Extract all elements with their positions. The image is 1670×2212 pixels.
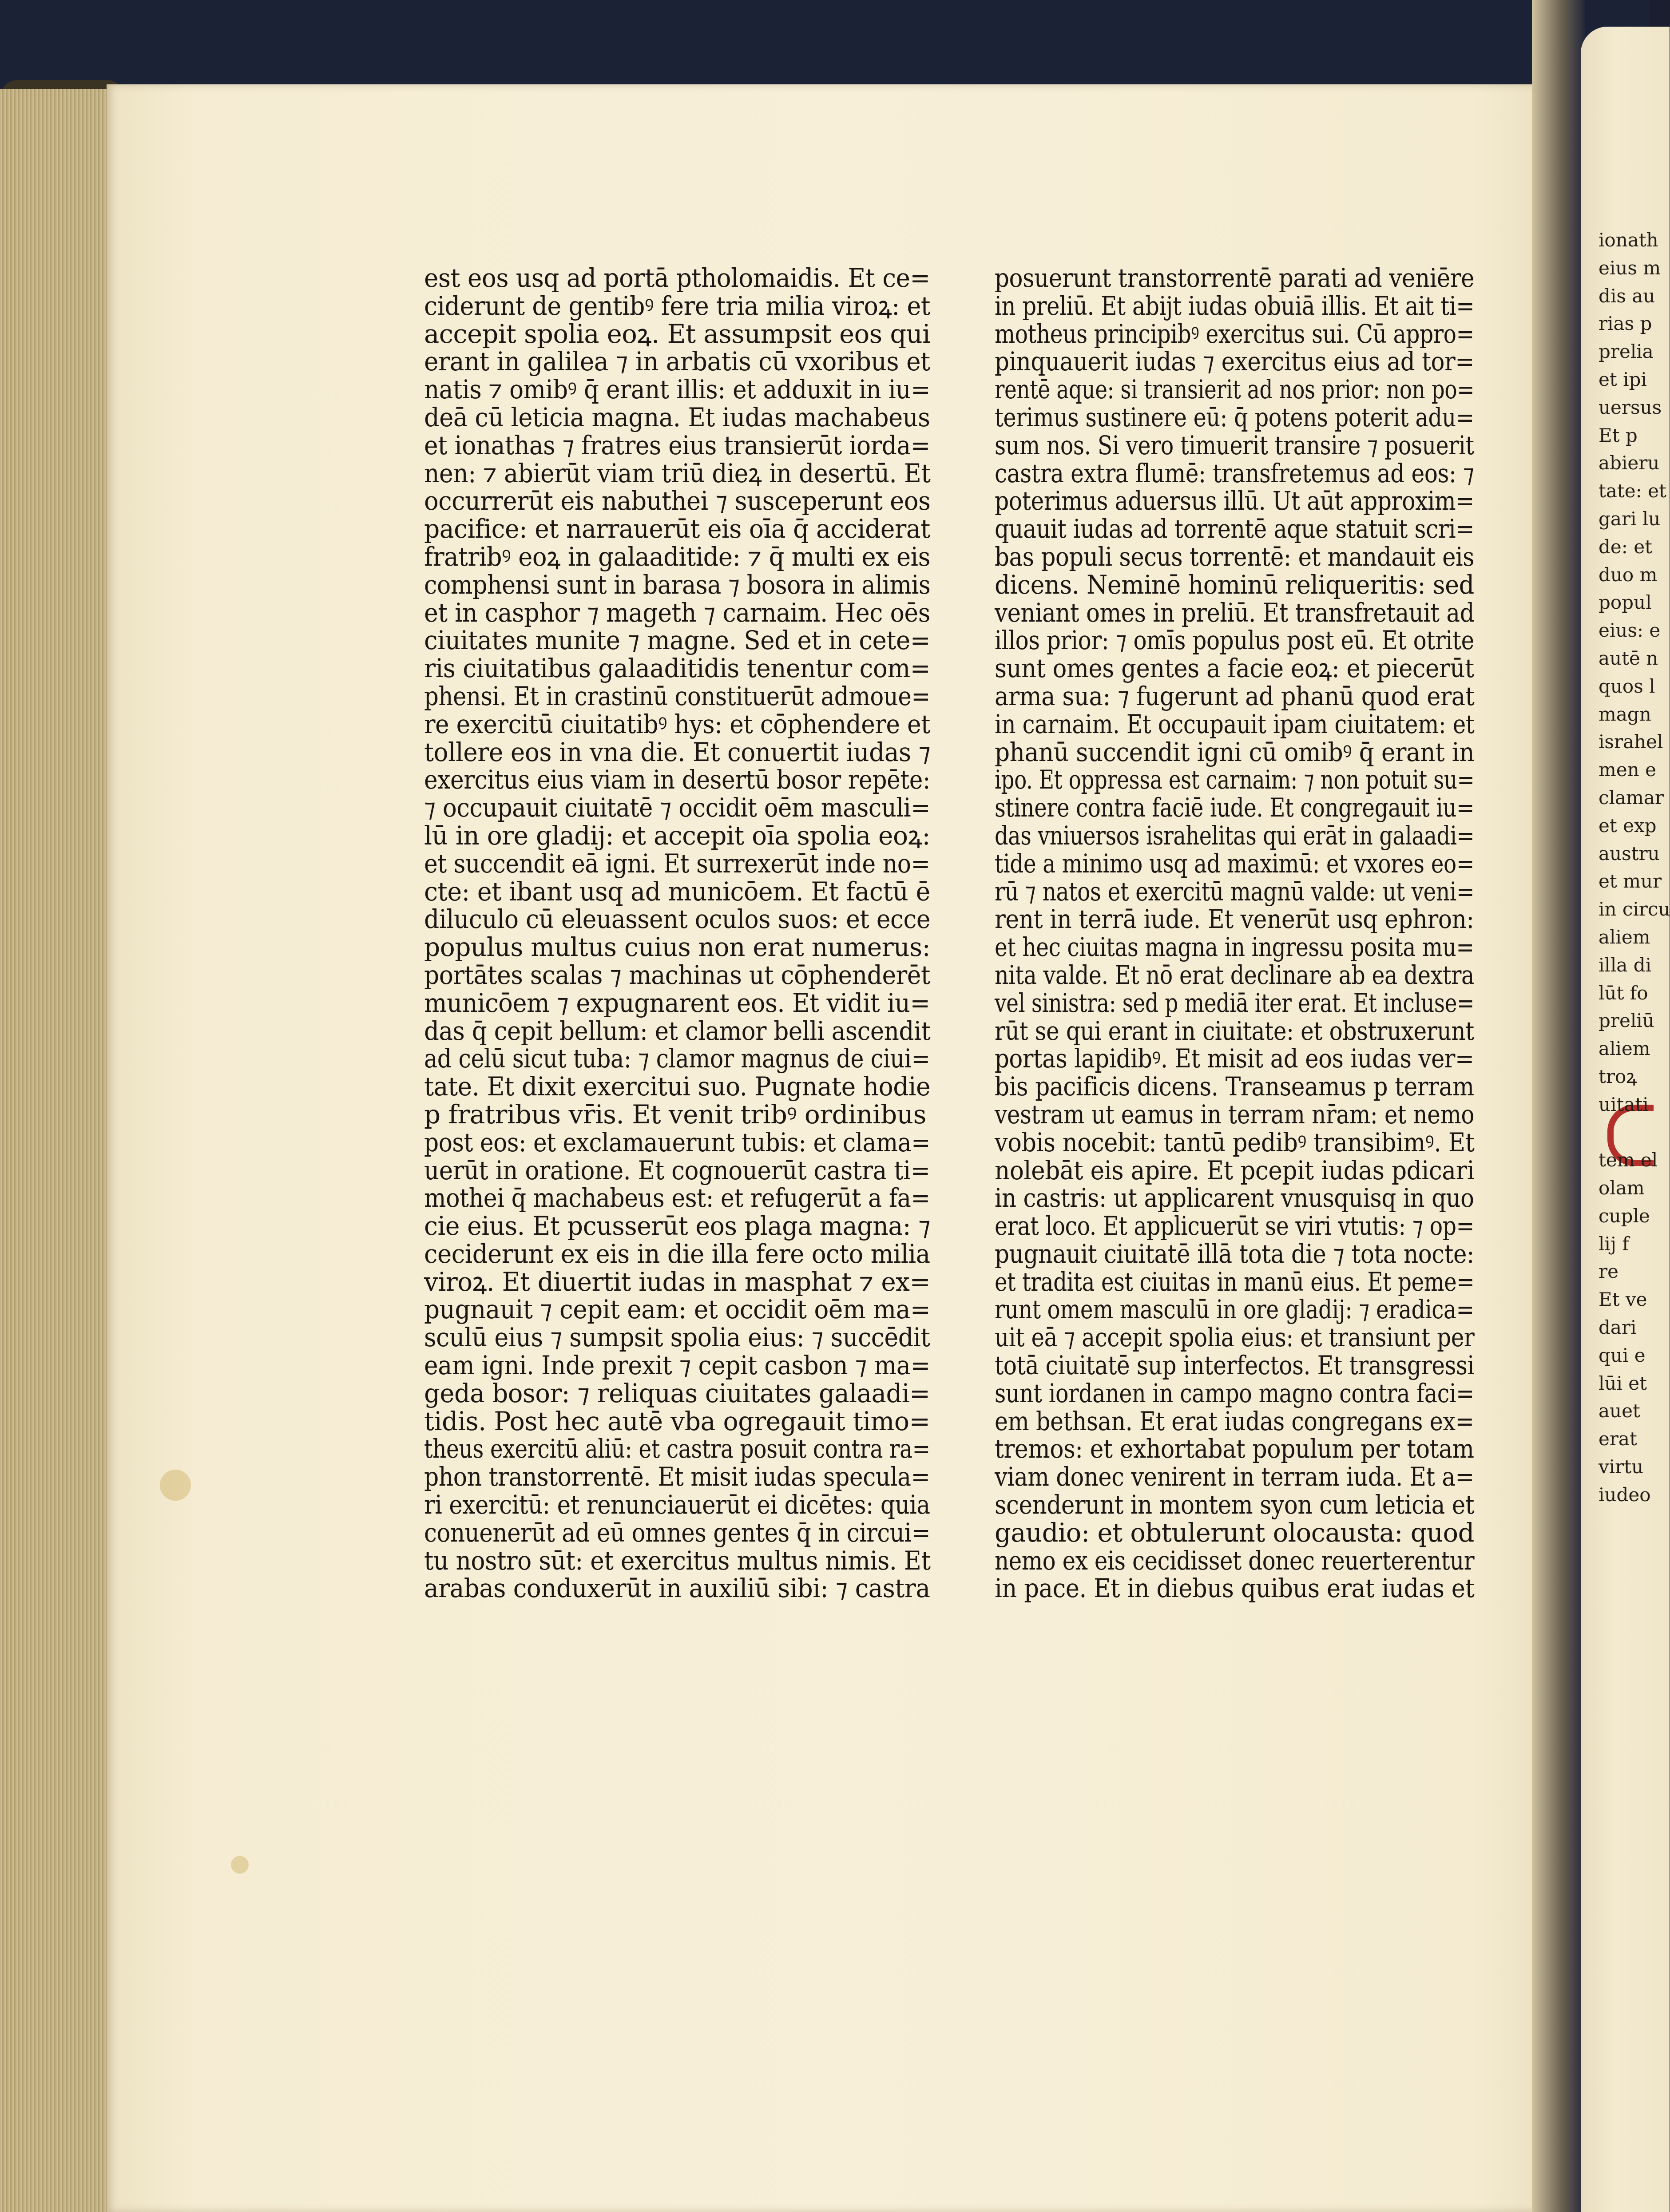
text-line: phanū succendit igni cū omibꝰ q̄ erant in <box>995 737 1475 767</box>
text-line: et succendit eā igni. Et surrexerūt inde no= <box>424 848 930 879</box>
text-line: ad celū sicut tuba: ⁊ clamor magnus de ciui= <box>424 1043 930 1074</box>
text-line: sunt omes gentes a facie eoꝝ: et piecerūt <box>995 653 1474 684</box>
margin-text-line: tem el <box>1599 1149 1658 1171</box>
text-line: post eos: et exclamauerunt tubis: et clama= <box>424 1127 931 1158</box>
text-line: stinere contra faciē iude. Et congregauit iu= <box>995 793 1475 823</box>
margin-text-line: uersus <box>1599 396 1662 418</box>
text-line: posuerunt transtorrentē parati ad veniēre <box>995 263 1475 293</box>
text-line: lū in ore gladij: et accepit oīa spolia eoꝝ: <box>424 820 931 851</box>
text-line: occurrerūt eis nabuthei ⁊ susceperunt eos <box>424 486 931 516</box>
text-line: fratribꝰ eoꝝ in galaaditide: ⁊ q̄ multi ex eis <box>424 541 930 572</box>
margin-text-line: auet <box>1599 1400 1640 1422</box>
margin-text-line: austru <box>1599 842 1660 864</box>
text-line: ciuitates munite ⁊ magne. Sed et in cete= <box>424 625 931 656</box>
margin-text-line: eius m <box>1599 257 1661 279</box>
page-edges <box>0 89 117 2212</box>
text-line: erant in galilea ⁊ in arbatis cū vxoribus et <box>424 346 930 377</box>
margin-text-line: dari <box>1599 1316 1637 1339</box>
margin-text-line: prelia <box>1599 341 1654 363</box>
text-line: motheus principibꝰ exercitus sui. Cū appro= <box>995 318 1474 349</box>
text-line: em bethsan. Et erat iudas congregans ex= <box>995 1406 1474 1436</box>
foxing-stain <box>160 1470 191 1501</box>
text-line: erat loco. Et applicuerūt se viri vtutis: ⁊ op= <box>995 1211 1475 1241</box>
text-line: phensi. Et in crastinū constituerūt admoue= <box>424 681 930 711</box>
text-line: illos prior: ⁊ omīs populus post eū. Et otrite <box>995 625 1474 656</box>
text-line: runt omem masculū in ore gladij: ⁊ eradica= <box>995 1294 1474 1325</box>
text-line: pugnauit ⁊ cepit eam: et occidit oēm ma= <box>424 1294 931 1325</box>
text-line: p fratribus vr̄is. Et venit tribꝰ ordinibus <box>424 1099 926 1130</box>
text-line: tide a minimo usq ad maximū: et vxores eo= <box>995 848 1475 879</box>
text-line: nita valde. Et nō erat declinare ab ea dextra <box>995 959 1474 990</box>
text-line: totā ciuitatē sup interfectos. Et transgressi <box>995 1350 1475 1381</box>
margin-text-line: iudeo <box>1599 1483 1651 1506</box>
text-line: et ionathas ⁊ fratres eius transierūt iorda= <box>424 430 930 460</box>
margin-text-line: Et p <box>1599 424 1638 446</box>
margin-text-line <box>1599 1119 1650 1147</box>
text-line: rent in terrā iude. Et venerūt usq ephron: <box>995 904 1474 935</box>
text-line: theus exercitū aliū: et castra posuit contra ra= <box>424 1434 930 1464</box>
text-line: veniant omes in preliū. Et transfretauit ad <box>995 597 1475 628</box>
text-line: tate. Et dixit exercitui suo. Pugnate hodie <box>424 1071 931 1102</box>
margin-text-line: uitati <box>1599 1093 1649 1115</box>
text-line: re exercitū ciuitatibꝰ hys: et cōphendere et <box>424 709 931 739</box>
margin-text-line: re <box>1599 1261 1618 1283</box>
text-line: in pace. Et in diebus quibus erat iudas et <box>995 1573 1475 1604</box>
text-line: sum nos. Si vero timuerit transire ⁊ posuerit <box>995 430 1474 460</box>
text-line: portātes scalas ⁊ machinas ut cōphenderēt <box>424 959 930 990</box>
text-line: uit eā ⁊ accepit spolia eius: et transiunt per <box>995 1322 1475 1353</box>
text-line: dicens. Neminē hominū reliqueritis: sed <box>995 569 1474 600</box>
text-line: arma sua: ⁊ fugerunt ad phanū quod erat <box>995 681 1475 711</box>
text-line: in castris: ut applicarent vnusquisq in quo <box>995 1183 1474 1213</box>
text-line: uerūt in oratione. Et cognouerūt castra ti= <box>424 1155 930 1185</box>
text-line: geda bosor: ⁊ reliquas ciuitates galaadi= <box>424 1378 930 1408</box>
text-line: diluculo cū eleuassent oculos suos: et ecce <box>424 904 931 935</box>
margin-text-line: dis au <box>1599 285 1655 307</box>
margin-text-line: lūi et <box>1599 1372 1647 1394</box>
text-line: eam igni. Inde prexit ⁊ cepit casbon ⁊ ma= <box>424 1350 930 1381</box>
text-line: poterimus aduersus illū. Ut aūt approxim= <box>995 486 1474 516</box>
margin-text-line: virtu <box>1599 1456 1644 1478</box>
text-line: scenderunt in montem syon cum leticia et <box>995 1490 1475 1520</box>
text-line: viroꝝ. Et diuertit iudas in masphat ⁊ ex= <box>424 1266 931 1297</box>
text-line: cie eius. Et pcusserūt eos plaga magna: ⁊ <box>424 1211 931 1241</box>
text-line: vel sinistra: sed p mediā iter erat. Et incluse= <box>995 987 1475 1018</box>
margin-text-line: clamar <box>1599 786 1664 809</box>
text-line: tu nostro sūt: et exercitus multus nimis. Et <box>424 1545 931 1576</box>
text-line: tidis. Post hec autē vba ogregauit timo= <box>424 1406 930 1436</box>
text-line: arabas conduxerūt in auxiliū sibi: ⁊ castra <box>424 1573 930 1604</box>
text-line: et tradita est ciuitas in manū eius. Et peme= <box>995 1266 1475 1297</box>
text-line: portas lapidibꝰ. Et misit ad eos iudas ver= <box>995 1043 1474 1074</box>
text-line: pinquauerit iudas ⁊ exercitus eius ad tor= <box>995 346 1474 377</box>
text-line: populus multus cuius non erat numerus: <box>424 932 931 963</box>
text-column-right <box>995 264 1474 1602</box>
text-line: rentē aque: si transierit ad nos prior: non po= <box>995 374 1475 405</box>
text-line: natis ⁊ omibꝰ q̄ erant illis: et adduxit in iu= <box>424 374 931 405</box>
text-line: ciderunt de gentibꝰ fere tria milia viroꝝ: et <box>424 290 931 321</box>
text-line: deā cū leticia magna. Et iudas machabeus <box>424 402 930 432</box>
text-line: bis pacificis dicens. Transeamus p terram <box>995 1071 1474 1102</box>
margin-text-line: preliū <box>1599 1010 1654 1032</box>
text-line: in carnaim. Et occupauit ipam ciuitatem: et <box>995 709 1475 739</box>
margin-text-line: illa di <box>1599 954 1652 976</box>
margin-text-line: Et ve <box>1599 1288 1647 1311</box>
text-line: tremos: et exhortabat populum per totam <box>995 1434 1474 1464</box>
text-line: castra extra flumē: transfretemus ad eos: ⁊ <box>995 458 1474 488</box>
text-line: nen: ⁊ abierūt viam triū dieꝝ in desertū. Et <box>424 458 931 488</box>
text-line: pugnauit ciuitatē illā tota die ⁊ tota nocte: <box>995 1238 1474 1269</box>
margin-text-line: abieru <box>1599 452 1660 474</box>
text-line: ceciderunt ex eis in die illa fere octo milia <box>424 1238 930 1269</box>
text-line: exercitus eius viam in desertū bosor repēte: <box>424 765 931 795</box>
margin-text-line: et mur <box>1599 870 1662 892</box>
text-line: vobis nocebit: tantū pedibꝰ transibimꝰ. Et <box>995 1127 1475 1158</box>
text-line: est eos usq ad portā ptholomaidis. Et ce= <box>424 263 930 293</box>
book-gutter <box>1532 0 1585 2212</box>
text-line: gaudio: et obtulerunt olocausta: quod <box>995 1517 1474 1548</box>
margin-text-line: cuple <box>1599 1205 1650 1227</box>
margin-text-line: israhel <box>1599 731 1663 753</box>
text-line: et in casphor ⁊ mageth ⁊ carnaim. Hec oēs <box>424 597 930 628</box>
margin-text-line: eius: e <box>1599 619 1661 642</box>
text-line: accepit spolia eoꝝ. Et assumpsit eos qui <box>424 318 931 349</box>
margin-text-line: et ipi <box>1599 368 1647 390</box>
margin-text-line: in circu <box>1599 898 1670 920</box>
text-line: vestram ut eamus in terram nr̄am: et nemo <box>995 1099 1475 1130</box>
foxing-stain <box>231 1856 249 1874</box>
margin-text-line: duo m <box>1599 563 1658 586</box>
margin-text-line: lūt fo <box>1599 982 1648 1004</box>
text-line: ipo. Et oppressa est carnaim: ⁊ non potuit su= <box>995 765 1475 795</box>
margin-text-line: popul <box>1599 591 1652 614</box>
margin-text-line: autē n <box>1599 647 1658 669</box>
text-line: terimus sustinere eū: q̄ potens poterit adu= <box>995 402 1474 432</box>
text-line: das vniuersos israhelitas qui erāt in galaadi= <box>995 820 1475 851</box>
text-line: rūt se qui erant in ciuitate: et obstruxerunt <box>995 1015 1474 1046</box>
margin-text-line: erat <box>1599 1428 1637 1450</box>
text-line: nolebāt eis apire. Et pcepit iudas pdicari <box>995 1155 1475 1185</box>
margin-text-line: rias p <box>1599 313 1652 335</box>
facing-page-text <box>1599 226 1670 1509</box>
text-line: in preliū. Et abijt iudas obuiā illis. Et ait ti= <box>995 290 1475 321</box>
text-line: municōem ⁊ expugnarent eos. Et vidit iu= <box>424 987 930 1018</box>
text-line: ⁊ occupauit ciuitatē ⁊ occidit oēm masculi= <box>424 793 930 823</box>
margin-text-line: magn <box>1599 703 1651 725</box>
text-line: phon transtorrentē. Et misit iudas specula= <box>424 1462 930 1492</box>
text-line: mothei q̄ machabeus est: et refugerūt a fa= <box>424 1183 930 1213</box>
margin-text-line: lij f <box>1599 1233 1629 1255</box>
text-line: sunt iordanen in campo magno contra faci= <box>995 1378 1474 1408</box>
text-line: bas populi secus torrentē: et mandauit eis <box>995 541 1475 572</box>
margin-text-line: quos l <box>1599 675 1655 697</box>
margin-text-line: tate: et <box>1599 480 1666 502</box>
margin-text-line: ionath <box>1599 229 1658 251</box>
margin-text-line: aliem <box>1599 926 1650 948</box>
text-line: pacifice: et narrauerūt eis oīa q̄ acciderat <box>424 514 930 544</box>
text-line: viam donec venirent in terram iuda. Et a= <box>995 1462 1474 1492</box>
margin-text-line: men e <box>1599 759 1656 781</box>
text-line: rū ⁊ natos et exercitū magnū valde: ut veni= <box>995 876 1475 907</box>
text-line: conuenerūt ad eū omnes gentes q̄ in circui= <box>424 1517 931 1548</box>
text-line: das q̄ cepit bellum: et clamor belli ascendit <box>424 1015 931 1046</box>
text-line: et hec ciuitas magna in ingressu posita mu= <box>995 932 1474 963</box>
text-line: cte: et ibant usq ad municōem. Et factū ē <box>424 876 930 907</box>
margin-text-line: aliem <box>1599 1038 1650 1060</box>
margin-text-line: olam <box>1599 1177 1645 1199</box>
margin-text-line: troꝝ <box>1599 1065 1637 1087</box>
text-line: comphensi sunt in barasa ⁊ bosora in alimis <box>424 569 931 600</box>
text-column-left <box>424 264 930 1602</box>
margin-text-line: et exp <box>1599 814 1657 836</box>
margin-text-line: qui e <box>1599 1344 1646 1366</box>
margin-text-line: gari lu <box>1599 507 1661 530</box>
text-line: ris ciuitatibus galaaditidis tenentur com= <box>424 653 931 684</box>
text-line: nemo ex eis cecidisset donec reuerterentur <box>995 1545 1475 1576</box>
text-line: tollere eos in vna die. Et conuertit iudas ⁊ <box>424 737 931 767</box>
text-line: sculū eius ⁊ sumpsit spolia eius: ⁊ succēdit <box>424 1322 930 1353</box>
margin-text-line: de: et <box>1599 535 1652 558</box>
text-line: quauit iudas ad torrentē aque statuit scri= <box>995 514 1475 544</box>
text-line: ri exercitū: et renunciauerūt ei dicētes: quia <box>424 1490 930 1520</box>
